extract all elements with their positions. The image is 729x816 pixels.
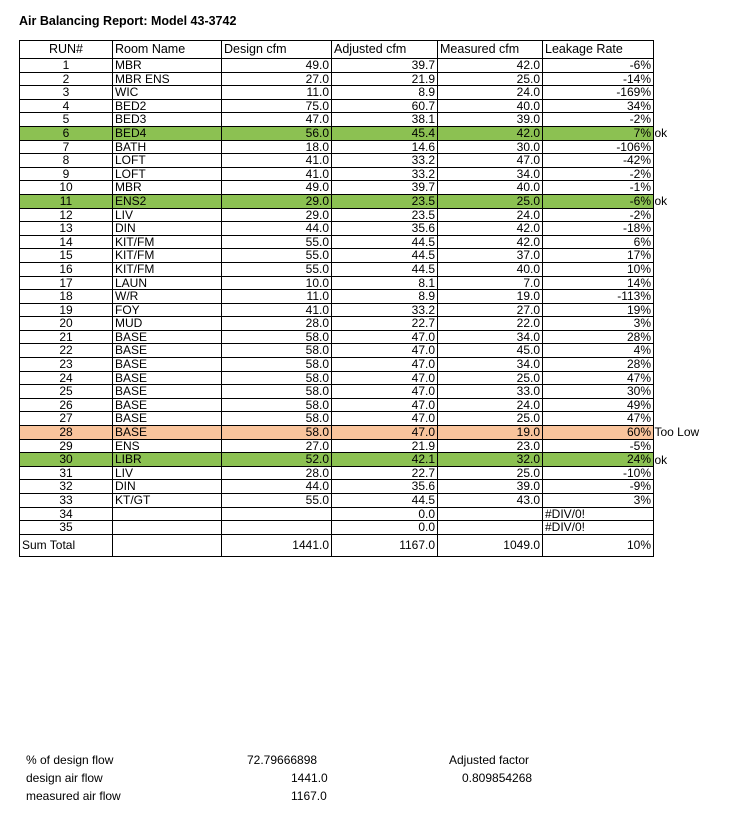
table-row [20,412,654,426]
adjusted-factor-label: Adjusted factor [449,753,530,767]
cell-design [222,507,332,521]
cell-leak: 3% [543,494,654,508]
cell-adjusted: 47.0 [332,371,438,385]
cell-room: BASE [113,426,222,440]
cell-room: BASE [113,371,222,385]
col-leakage-header: Leakage Rate [543,41,654,59]
table-body [20,41,654,557]
cell-leak: 6% [543,235,654,249]
cell-run: 17 [20,276,113,290]
row-note: ok [654,452,668,467]
table-row [20,113,654,127]
cell-leak: 17% [543,249,654,263]
cell-adjusted: 47.0 [332,344,438,358]
cell-measured: 40.0 [438,181,543,195]
cell-room: BASE [113,398,222,412]
cell-room: LOFT [113,154,222,168]
cell-measured: 34.0 [438,358,543,372]
total-row [20,534,654,556]
cell-adjusted: 8.1 [332,276,438,290]
table-row [20,480,654,494]
cell-room: BASE [113,358,222,372]
cell-run: 35 [20,521,113,535]
total-leak: 10% [543,534,654,556]
cell-room [113,521,222,535]
cell-adjusted: 8.9 [332,290,438,304]
cell-run: 26 [20,398,113,412]
cell-adjusted: 45.4 [332,126,438,140]
cell-design: 58.0 [222,371,332,385]
cell-measured: 42.0 [438,59,543,73]
cell-design: 58.0 [222,344,332,358]
cell-room: BATH [113,140,222,154]
adjusted-factor-value: 0.809854268 [462,771,533,785]
cell-measured: 30.0 [438,140,543,154]
table-row [20,235,654,249]
cell-room: BASE [113,344,222,358]
cell-leak: -2% [543,167,654,181]
table-row [20,181,654,195]
cell-adjusted: 21.9 [332,72,438,86]
table-row [20,194,654,208]
header-row [20,41,654,59]
table-row [20,140,654,154]
cell-design: 41.0 [222,167,332,181]
measured-airflow-value: 1167.0 [291,789,327,803]
table-row [20,371,654,385]
cell-design: 56.0 [222,126,332,140]
cell-run: 21 [20,330,113,344]
cell-leak: -14% [543,72,654,86]
cell-leak: -10% [543,466,654,480]
cell-design: 55.0 [222,494,332,508]
cell-design: 27.0 [222,439,332,453]
cell-leak: -42% [543,154,654,168]
air-balancing-table [19,40,654,557]
cell-room: KT/GT [113,494,222,508]
cell-adjusted: 22.7 [332,466,438,480]
cell-room: DIN [113,222,222,236]
cell-design: 49.0 [222,181,332,195]
cell-design: 49.0 [222,59,332,73]
table-row [20,72,654,86]
cell-measured: 22.0 [438,317,543,331]
cell-room: BASE [113,330,222,344]
cell-adjusted: 21.9 [332,439,438,453]
cell-measured: 40.0 [438,99,543,113]
cell-run: 8 [20,154,113,168]
table-row [20,99,654,113]
cell-measured: 27.0 [438,303,543,317]
cell-design: 55.0 [222,235,332,249]
cell-run: 6 [20,126,113,140]
cell-room: BED2 [113,99,222,113]
cell-room: LIBR [113,453,222,467]
table-row [20,317,654,331]
cell-design: 28.0 [222,317,332,331]
cell-leak: 60% [543,426,654,440]
cell-design: 55.0 [222,249,332,263]
cell-adjusted: 60.7 [332,99,438,113]
table-row [20,439,654,453]
cell-adjusted: 23.5 [332,208,438,222]
cell-adjusted: 47.0 [332,412,438,426]
cell-run: 13 [20,222,113,236]
design-airflow-label: design air flow [26,771,103,785]
cell-design: 47.0 [222,113,332,127]
cell-measured: 24.0 [438,208,543,222]
cell-room: BASE [113,412,222,426]
cell-measured: 39.0 [438,480,543,494]
cell-measured: 42.0 [438,222,543,236]
design-airflow-value: 1441.0 [291,771,328,785]
cell-leak: #DIV/0! [543,507,654,521]
cell-adjusted: 8.9 [332,86,438,100]
cell-leak: -106% [543,140,654,154]
cell-run: 1 [20,59,113,73]
cell-design: 18.0 [222,140,332,154]
cell-run: 5 [20,113,113,127]
cell-leak: -2% [543,208,654,222]
cell-adjusted: 47.0 [332,358,438,372]
pct-design-value: 72.79666898 [247,753,318,767]
table-row [20,521,654,535]
cell-adjusted: 38.1 [332,113,438,127]
table-row [20,494,654,508]
cell-run: 22 [20,344,113,358]
cell-measured: 33.0 [438,385,543,399]
cell-measured: 40.0 [438,262,543,276]
cell-run: 15 [20,249,113,263]
cell-leak: -113% [543,290,654,304]
cell-design: 27.0 [222,72,332,86]
col-design-header: Design cfm [222,41,332,59]
cell-leak: -169% [543,86,654,100]
cell-measured: 39.0 [438,113,543,127]
cell-measured: 7.0 [438,276,543,290]
cell-adjusted: 44.5 [332,249,438,263]
total-label: Sum Total [20,534,113,556]
cell-measured: 42.0 [438,126,543,140]
table-row [20,126,654,140]
cell-leak: 19% [543,303,654,317]
table-row [20,507,654,521]
cell-measured: 25.0 [438,466,543,480]
cell-leak: 47% [543,412,654,426]
cell-design: 58.0 [222,412,332,426]
table-row [20,249,654,263]
table-row [20,466,654,480]
cell-leak: 30% [543,385,654,399]
cell-room: WIC [113,86,222,100]
table-row [20,426,654,440]
report-title: Air Balancing Report: Model 43-3742 [19,14,237,28]
cell-design [222,521,332,535]
cell-adjusted: 0.0 [332,521,438,535]
cell-room: LOFT [113,167,222,181]
cell-adjusted: 44.5 [332,235,438,249]
cell-design: 11.0 [222,290,332,304]
cell-room: MBR [113,181,222,195]
cell-run: 23 [20,358,113,372]
cell-adjusted: 14.6 [332,140,438,154]
cell-run: 12 [20,208,113,222]
cell-design: 58.0 [222,426,332,440]
cell-run: 9 [20,167,113,181]
table-row [20,262,654,276]
table-row [20,385,654,399]
table-row [20,453,654,467]
cell-design: 58.0 [222,330,332,344]
cell-leak: 3% [543,317,654,331]
cell-measured: 23.0 [438,439,543,453]
cell-design: 44.0 [222,480,332,494]
cell-room [113,507,222,521]
cell-measured [438,507,543,521]
cell-leak: -5% [543,439,654,453]
cell-measured: 47.0 [438,154,543,168]
cell-leak: 10% [543,262,654,276]
cell-adjusted: 33.2 [332,303,438,317]
cell-leak: 4% [543,344,654,358]
cell-run: 16 [20,262,113,276]
table-row [20,167,654,181]
cell-measured: 43.0 [438,494,543,508]
cell-leak: -2% [543,113,654,127]
cell-adjusted: 35.6 [332,222,438,236]
cell-adjusted: 47.0 [332,385,438,399]
cell-adjusted: 22.7 [332,317,438,331]
table-row [20,59,654,73]
cell-measured: 19.0 [438,290,543,304]
total-adjusted: 1167.0 [332,534,438,556]
cell-run: 34 [20,507,113,521]
cell-run: 4 [20,99,113,113]
cell-run: 2 [20,72,113,86]
cell-measured: 45.0 [438,344,543,358]
cell-leak: 28% [543,330,654,344]
cell-leak: 28% [543,358,654,372]
cell-room: FOY [113,303,222,317]
table-row [20,398,654,412]
cell-design: 58.0 [222,398,332,412]
cell-measured: 42.0 [438,235,543,249]
cell-run: 14 [20,235,113,249]
cell-design: 10.0 [222,276,332,290]
cell-room: BED4 [113,126,222,140]
cell-room: MBR ENS [113,72,222,86]
total-design: 1441.0 [222,534,332,556]
cell-adjusted: 35.6 [332,480,438,494]
cell-adjusted: 39.7 [332,181,438,195]
cell-run: 18 [20,290,113,304]
cell-design: 11.0 [222,86,332,100]
cell-design: 41.0 [222,154,332,168]
table-row [20,86,654,100]
cell-design: 55.0 [222,262,332,276]
table-row [20,330,654,344]
table-row [20,154,654,168]
cell-measured: 25.0 [438,412,543,426]
cell-run: 31 [20,466,113,480]
cell-adjusted: 33.2 [332,167,438,181]
cell-measured: 32.0 [438,453,543,467]
cell-measured: 25.0 [438,72,543,86]
cell-design: 41.0 [222,303,332,317]
cell-run: 20 [20,317,113,331]
cell-adjusted: 23.5 [332,194,438,208]
col-measured-header: Measured cfm [438,41,543,59]
cell-run: 19 [20,303,113,317]
cell-adjusted: 44.5 [332,262,438,276]
cell-measured: 25.0 [438,371,543,385]
cell-measured: 24.0 [438,86,543,100]
cell-design: 58.0 [222,358,332,372]
cell-room: BASE [113,385,222,399]
cell-run: 7 [20,140,113,154]
cell-room: KIT/FM [113,235,222,249]
cell-measured: 24.0 [438,398,543,412]
cell-room: MUD [113,317,222,331]
cell-room: LIV [113,208,222,222]
cell-measured: 34.0 [438,167,543,181]
cell-design: 28.0 [222,466,332,480]
cell-leak: 34% [543,99,654,113]
cell-design: 52.0 [222,453,332,467]
table-row [20,222,654,236]
cell-design: 29.0 [222,194,332,208]
cell-design: 44.0 [222,222,332,236]
cell-adjusted: 33.2 [332,154,438,168]
cell-run: 32 [20,480,113,494]
cell-measured: 19.0 [438,426,543,440]
row-note: ok [654,194,668,209]
cell-adjusted: 42.1 [332,453,438,467]
cell-room: LAUN [113,276,222,290]
cell-run: 25 [20,385,113,399]
cell-run: 11 [20,194,113,208]
cell-measured: 37.0 [438,249,543,263]
col-adjusted-header: Adjusted cfm [332,41,438,59]
cell-leak: #DIV/0! [543,521,654,535]
cell-room: KIT/FM [113,262,222,276]
cell-run: 3 [20,86,113,100]
cell-leak: -18% [543,222,654,236]
cell-design: 29.0 [222,208,332,222]
cell-leak: -6% [543,194,654,208]
cell-leak: 49% [543,398,654,412]
row-note: Too Low [654,425,700,440]
table-row [20,344,654,358]
cell-run: 30 [20,453,113,467]
total-room [113,534,222,556]
cell-measured [438,521,543,535]
cell-room: KIT/FM [113,249,222,263]
cell-design: 58.0 [222,385,332,399]
cell-adjusted: 39.7 [332,59,438,73]
cell-room: DIN [113,480,222,494]
table-row [20,303,654,317]
cell-adjusted: 47.0 [332,398,438,412]
cell-leak: 14% [543,276,654,290]
row-note: ok [654,126,668,141]
cell-run: 24 [20,371,113,385]
cell-room: ENS2 [113,194,222,208]
table-row [20,290,654,304]
measured-airflow-label: measured air flow [26,789,121,803]
table-row [20,208,654,222]
cell-run: 29 [20,439,113,453]
cell-measured: 25.0 [438,194,543,208]
cell-run: 27 [20,412,113,426]
cell-adjusted: 47.0 [332,330,438,344]
cell-run: 28 [20,426,113,440]
cell-run: 33 [20,494,113,508]
table-row [20,358,654,372]
cell-leak: -1% [543,181,654,195]
cell-room: MBR [113,59,222,73]
cell-run: 10 [20,181,113,195]
total-measured: 1049.0 [438,534,543,556]
pct-design-label: % of design flow [26,753,114,767]
cell-design: 75.0 [222,99,332,113]
cell-adjusted: 44.5 [332,494,438,508]
cell-leak: 24% [543,453,654,467]
cell-leak: 7% [543,126,654,140]
cell-room: ENS [113,439,222,453]
table-row [20,276,654,290]
cell-room: BED3 [113,113,222,127]
cell-leak: -9% [543,480,654,494]
col-run-header: RUN# [20,41,113,59]
col-room-header: Room Name [113,41,222,59]
cell-leak: -6% [543,59,654,73]
cell-room: W/R [113,290,222,304]
cell-adjusted: 0.0 [332,507,438,521]
cell-adjusted: 47.0 [332,426,438,440]
cell-leak: 47% [543,371,654,385]
cell-measured: 34.0 [438,330,543,344]
cell-room: LIV [113,466,222,480]
